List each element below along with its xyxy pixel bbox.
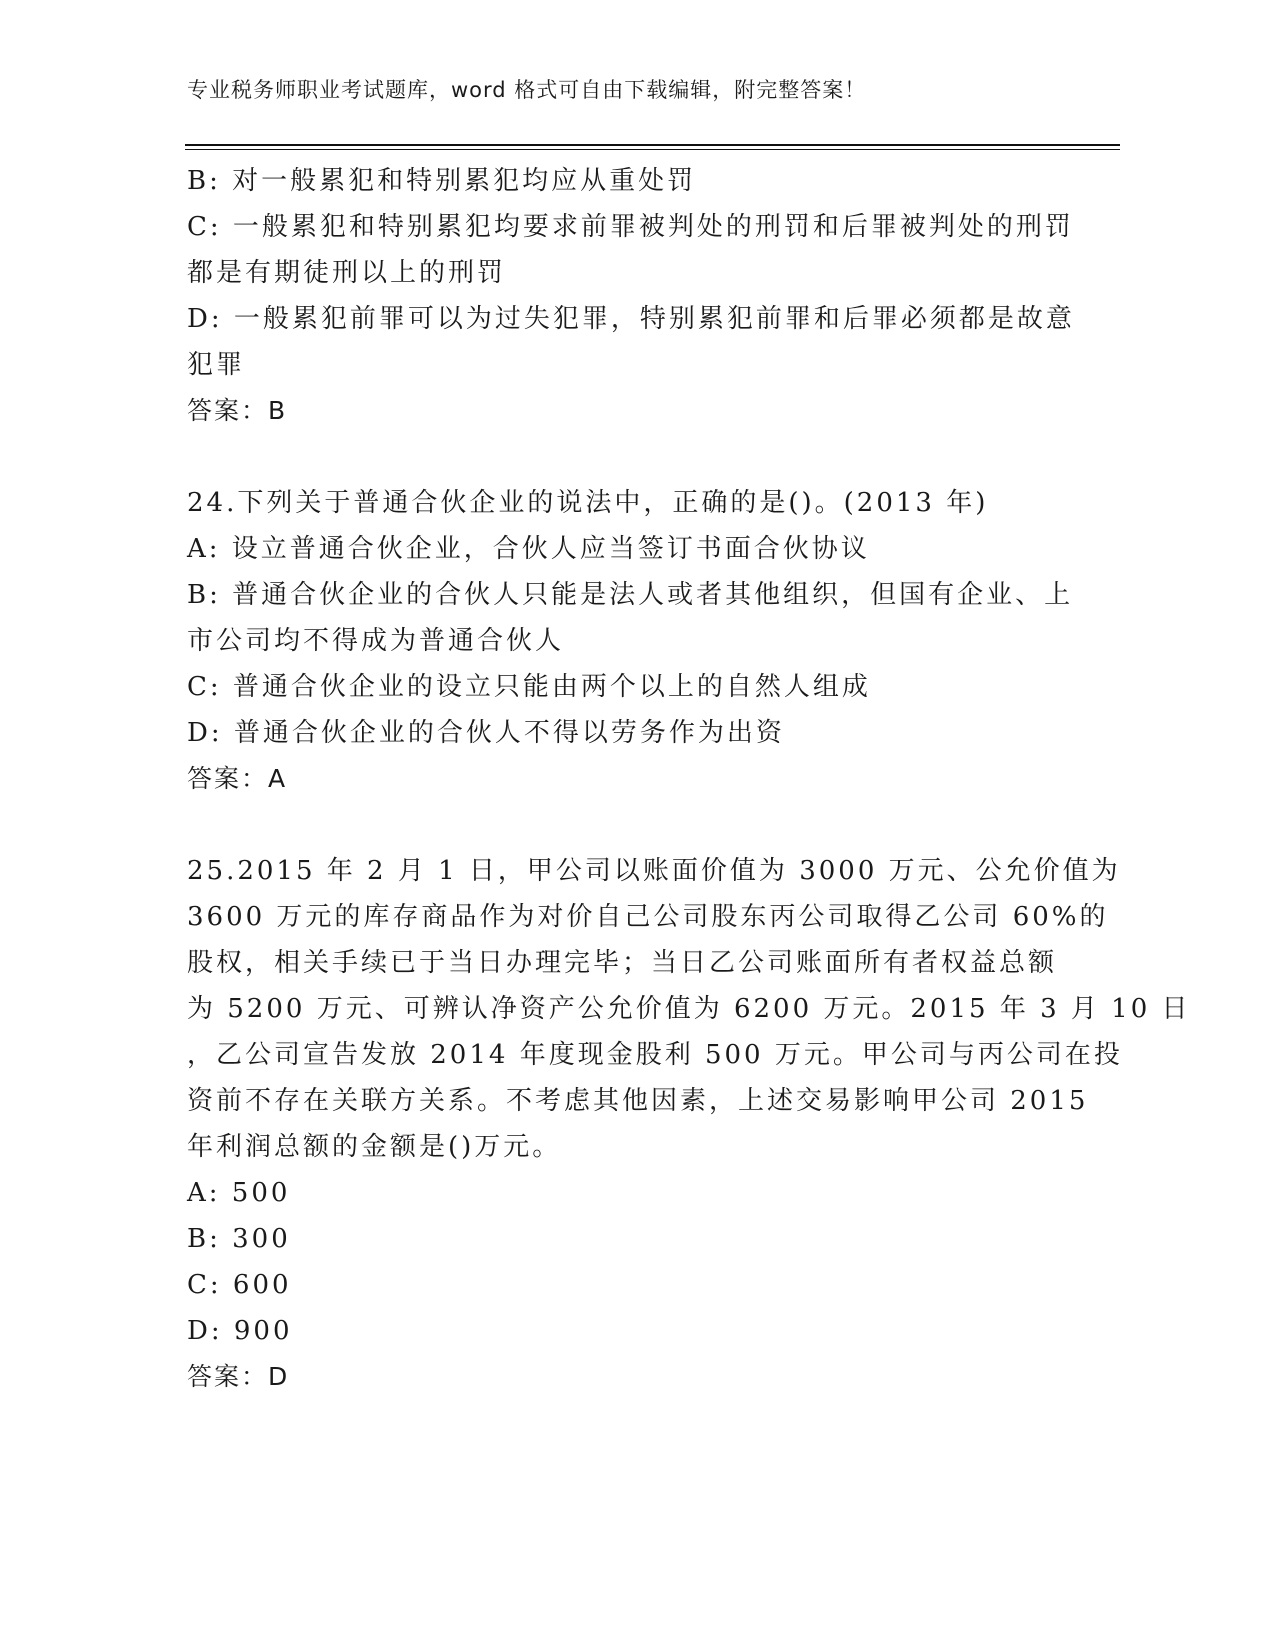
header-rule-thick	[185, 144, 1120, 146]
q25-question-line: 3600 万元的库存商品作为对价自己公司股东丙公司取得乙公司 60%的	[187, 902, 1109, 932]
q25-question-line: ，乙公司宣告发放 2014 年度现金股利 500 万元。甲公司与丙公司在投	[187, 1040, 1123, 1070]
q25-option-d: D: 900	[187, 1316, 293, 1346]
q25-option-b: B: 300	[187, 1224, 291, 1254]
spacer	[187, 434, 1067, 480]
document-body	[187, 158, 1191, 1400]
page-header: 专业税务师职业考试题库，word 格式可自由下载编辑，附完整答案！	[187, 78, 867, 102]
q25-question-line: 资前不存在关联方关系。不考虑其他因素，上述交易影响甲公司 2015	[187, 1086, 1089, 1116]
q24-option-c: C: 普通合伙企业的设立只能由两个以上的自然人组成	[187, 672, 871, 702]
q25-question-line: 股权，相关手续已于当日办理完毕；当日乙公司账面所有者权益总额	[187, 948, 1058, 978]
spacer	[187, 802, 1067, 848]
header-rule-thin	[185, 149, 1120, 150]
q23-option-b: B: 对一般累犯和特别累犯均应从重处罚	[187, 166, 697, 196]
q24-option-b-line1: B: 普通合伙企业的合伙人只能是法人或者其他组织，但国有企业、上	[187, 580, 1074, 610]
q25-question-line: 25.2015 年 2 月 1 日，甲公司以账面价值为 3000 万元、公允价值为	[187, 856, 1121, 886]
q25-option-c: C: 600	[187, 1270, 292, 1300]
q24-option-d: D: 普通合伙企业的合伙人不得以劳务作为出资	[187, 718, 785, 748]
q25-question-line: 为 5200 万元、可辨认净资产公允价值为 6200 万元。2015 年 3 月 10 日	[187, 994, 1191, 1024]
q23-option-c-line2: 都是有期徒刑以上的刑罚	[187, 258, 507, 288]
q25-answer: 答案：D	[187, 1362, 290, 1391]
q24-question: 24.下列关于普通合伙企业的说法中，正确的是()。(2013 年)	[187, 488, 989, 518]
q23-option-d-line2: 犯罪	[187, 350, 246, 380]
q24-option-a: A: 设立普通合伙企业，合伙人应当签订书面合伙协议	[187, 534, 870, 564]
q24-answer: 答案：A	[187, 764, 288, 793]
q23-option-d-line1: D: 一般累犯前罪可以为过失犯罪，特别累犯前罪和后罪必须都是故意	[187, 304, 1075, 334]
q23-answer: 答案：B	[187, 396, 288, 425]
q24-option-b-line2: 市公司均不得成为普通合伙人	[187, 626, 565, 656]
q25-option-a: A: 500	[187, 1178, 291, 1208]
q23-option-c-line1: C: 一般累犯和特别累犯均要求前罪被判处的刑罚和后罪被判处的刑罚	[187, 212, 1074, 242]
q25-question-line: 年利润总额的金额是()万元。	[187, 1132, 562, 1162]
